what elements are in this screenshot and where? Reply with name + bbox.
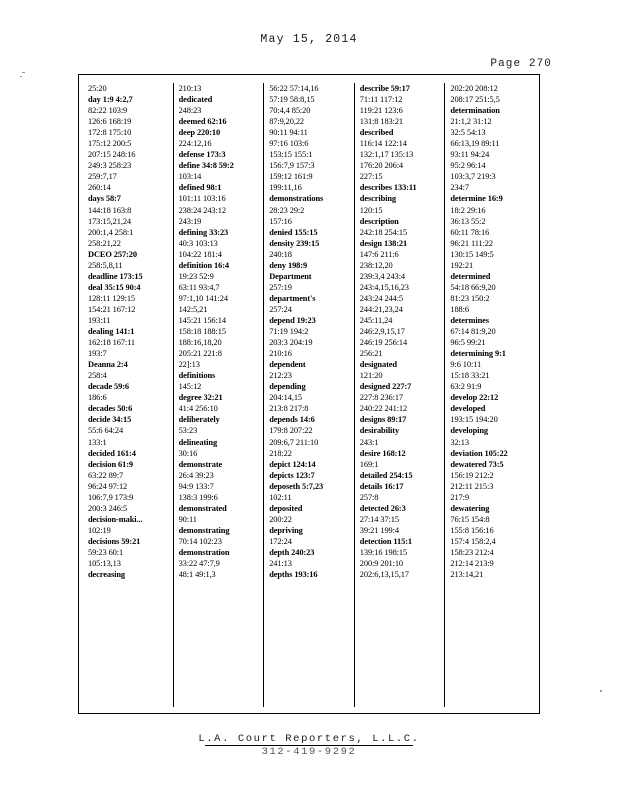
index-page-refs: 28:23 29:2 xyxy=(269,205,305,215)
index-page-refs: 59:23 60:1 xyxy=(88,547,124,557)
index-page-refs: 36:13 55:2 xyxy=(450,216,486,226)
index-page-refs: 126:6 168:19 xyxy=(88,117,132,127)
index-page-refs: 202:20 208:12 xyxy=(450,84,498,93)
index-term: demonstrations xyxy=(269,194,324,204)
index-page-refs: 70:4,4 85:20 xyxy=(269,106,311,116)
index-term: deep 220:10 xyxy=(178,128,221,138)
index-page-refs: 158:23 212:4 xyxy=(450,547,494,557)
index-term: designated xyxy=(359,360,397,370)
index-term: dealing 141:1 xyxy=(88,327,135,337)
index-term: deposeth 5:7,23 xyxy=(269,481,324,491)
index-page-refs: 40:3 103:13 xyxy=(178,238,218,248)
index-term: desirability xyxy=(359,426,400,436)
index-entries-1 xyxy=(88,83,168,580)
index-term: days 58:7 xyxy=(88,194,121,204)
index-term: depends 14:6 xyxy=(269,415,315,425)
scan-speck xyxy=(22,72,25,73)
index-term: deadline 173:15 xyxy=(88,271,143,281)
index-page-refs: 139:16 198:15 xyxy=(359,547,408,557)
index-page-refs: 144:18 163:8 xyxy=(88,205,132,215)
index-term: defining 33:23 xyxy=(178,227,229,237)
index-term: dependent xyxy=(269,360,306,370)
index-page-refs: 260:14 xyxy=(88,183,111,193)
index-page-refs: 142:5,21 xyxy=(178,304,208,314)
index-page-refs: 155:8 156:16 xyxy=(450,525,494,535)
index-page-refs: 209:6,7 211:10 xyxy=(269,437,319,447)
index-page-refs: 154:21 167:12 xyxy=(88,304,136,314)
index-term: demonstrate xyxy=(178,459,223,469)
index-page-refs: 87:9,20,22 xyxy=(269,117,305,127)
page-number: Page 270 xyxy=(490,58,552,70)
index-page-refs: 32:5 54:13 xyxy=(450,128,486,138)
index-term: definition 16:4 xyxy=(178,260,229,270)
index-page-refs: 245:11,24 xyxy=(359,315,393,325)
index-page-refs: 120:15 xyxy=(359,205,383,215)
index-page-refs: 208:17 251:5,5 xyxy=(450,95,500,105)
index-page-refs: 239:3,4 243:4 xyxy=(359,271,406,281)
index-page-refs: 204:14,15 xyxy=(269,393,303,403)
index-term: Deanna 2:4 xyxy=(88,360,128,370)
index-page-refs: 172:24 xyxy=(269,536,292,546)
index-page-refs: 21:1,2 31:12 xyxy=(450,117,492,127)
index-page-refs: 240:18 xyxy=(269,249,292,259)
index-page-refs: 130:15 149:5 xyxy=(450,249,494,259)
index-entries-2 xyxy=(179,83,259,580)
index-page-refs: 102:19 xyxy=(88,525,111,535)
index-term: determination xyxy=(450,106,500,116)
index-page-refs: 213:14,21 xyxy=(450,570,484,580)
index-page-refs: 26:4 39:23 xyxy=(178,470,214,480)
index-term: described xyxy=(359,128,394,138)
index-page-refs: 212:14 213:9 xyxy=(450,559,494,569)
index-page-refs: 246:19 256:14 xyxy=(359,338,408,348)
index-page-refs: 157:4 158:2,4 xyxy=(450,536,496,546)
index-term: desire 168:12 xyxy=(359,448,406,458)
index-term: decided 161:4 xyxy=(88,448,136,458)
index-page-refs: 234:7 xyxy=(450,183,469,193)
index-page-refs: 257:19 xyxy=(269,282,292,292)
index-page-refs: 238:12,20 xyxy=(359,260,393,270)
index-term: degree 32:21 xyxy=(178,393,223,403)
index-page-refs: 243:4,15,16,23 xyxy=(359,282,409,292)
index-page-refs: 27:14 37:15 xyxy=(359,514,399,524)
index-page-refs: 156:7,9 157:3 xyxy=(269,161,315,171)
index-page-refs: 257:8 xyxy=(359,492,379,502)
index-page-refs: 227:8 236:17 xyxy=(359,393,404,403)
index-page-refs: 15:18 33:21 xyxy=(450,371,490,381)
index-column-2 xyxy=(173,83,264,707)
index-page-refs: 19:23 52:9 xyxy=(178,271,214,281)
index-page-refs: 242:18 254:15 xyxy=(359,227,408,237)
index-table-frame xyxy=(78,74,540,714)
scan-speck xyxy=(20,76,22,77)
index-entries-3 xyxy=(269,83,349,580)
index-page-refs: 63:22 89:7 xyxy=(88,470,124,480)
index-page-refs: 93:11 94:24 xyxy=(450,150,490,160)
index-term: designs 89:17 xyxy=(359,415,407,425)
index-page-refs: 71:11 117:12 xyxy=(359,95,403,105)
index-page-refs: 33:22 47:7,9 xyxy=(178,559,220,569)
index-term: dedicated xyxy=(178,95,213,105)
index-term: deny 198:9 xyxy=(269,260,308,270)
index-page-refs: 30:16 xyxy=(178,448,198,458)
index-page-refs: 200:1,4 258:1 xyxy=(88,227,134,237)
document-date: May 15, 2014 xyxy=(260,33,358,46)
index-entries-5 xyxy=(450,83,530,580)
index-term: determine 16:9 xyxy=(450,194,503,204)
index-page-refs: 200:9 201:10 xyxy=(359,559,404,569)
index-term: deliberately xyxy=(178,415,220,425)
index-page-refs: 200:22 xyxy=(269,514,292,524)
index-page-refs: 158:18 188:15 xyxy=(178,327,226,337)
index-page-refs: 71:19 194:2 xyxy=(269,327,309,337)
index-page-refs: 258:4 xyxy=(88,371,107,381)
index-page-refs: 57:19 58:8,15 xyxy=(269,95,315,105)
index-page-refs: 256:21 xyxy=(359,349,383,359)
index-page-refs: 193:11 xyxy=(88,315,111,325)
index-page-refs: 244:21,23,24 xyxy=(359,304,403,314)
index-entries-4 xyxy=(360,83,440,580)
index-page-refs: 200:3 246:5 xyxy=(88,503,128,513)
index-page-refs: 82:22 103:9 xyxy=(88,106,128,116)
footer-reporter-name: L.A. Court Reporters, L.L.C. xyxy=(198,733,420,745)
index-term: Department xyxy=(269,271,312,281)
index-term: detection 115:1 xyxy=(359,536,413,546)
index-page-refs: 188:16,18,20 xyxy=(178,338,222,348)
index-term: dewatering xyxy=(450,503,490,513)
index-columns-container xyxy=(79,75,539,713)
index-page-refs: 131:8 183:21 xyxy=(359,117,404,127)
index-page-refs: 210:16 xyxy=(269,349,292,359)
index-page-refs: 176:20 206:4 xyxy=(359,161,404,171)
index-term: department's xyxy=(269,293,316,303)
index-term: develop 22:12 xyxy=(450,393,499,403)
index-page-refs: 101:11 103:16 xyxy=(178,194,226,204)
index-page-refs: 243:19 xyxy=(178,216,202,226)
index-column-5 xyxy=(444,83,535,707)
index-page-refs: 153:15 155:1 xyxy=(269,150,313,160)
index-term: define 34:8 59:2 xyxy=(178,161,234,171)
index-term: decision-maki... xyxy=(88,514,143,524)
index-term: DCEO 257:20 xyxy=(88,249,137,259)
index-term: defense 173:3 xyxy=(178,150,226,160)
index-page-refs: 53:23 xyxy=(178,426,198,436)
index-page-refs: 145:21 156:14 xyxy=(178,315,226,325)
index-term: depth 240:23 xyxy=(269,547,315,557)
index-term: deal 35:15 90:4 xyxy=(88,282,141,292)
index-term: deviation 105:22 xyxy=(450,448,508,458)
index-page-refs: 95:2 96:14 xyxy=(450,161,486,171)
index-page-refs: 48:1 49:1,3 xyxy=(178,570,216,580)
index-page-refs: 224:12,16 xyxy=(178,139,212,149)
index-page-refs: 159:12 161:9 xyxy=(269,172,313,182)
index-page-refs: 103:3,7 219:3 xyxy=(450,172,496,182)
index-term: deemed 62:16 xyxy=(178,117,227,127)
index-term: developing xyxy=(450,426,488,436)
index-page-refs: 212:23 xyxy=(269,371,292,381)
index-page-refs: 203:3 204:19 xyxy=(269,338,313,348)
index-term: describing xyxy=(359,194,397,204)
index-page-refs: 257:24 xyxy=(269,304,292,314)
index-term: dewatered 73:5 xyxy=(450,459,504,469)
index-page-refs: 56:22 57:14,16 xyxy=(269,84,319,93)
index-page-refs: 243:1 xyxy=(359,437,379,447)
index-page-refs: 210:13 xyxy=(178,84,202,93)
index-page-refs: 193:15 194:20 xyxy=(450,415,498,425)
index-page-refs: 66:13,19 89:11 xyxy=(450,139,500,149)
index-term: developed xyxy=(450,404,486,414)
index-term: detailed 254:15 xyxy=(359,470,413,480)
index-page-refs: 212:11 215:3 xyxy=(450,481,494,491)
index-page-refs: 248:23 xyxy=(178,106,202,116)
index-page-refs: 238:24 243:12 xyxy=(178,205,226,215)
index-page-refs: 63:11 93:4,7 xyxy=(178,282,220,292)
index-page-refs: 249:3 258:23 xyxy=(88,161,132,171)
index-page-refs: 207:15 248:16 xyxy=(88,150,136,160)
index-term: decide 34:15 xyxy=(88,415,132,425)
index-page-refs: 186:6 xyxy=(88,393,107,403)
index-page-refs: 81:23 150:2 xyxy=(450,293,490,303)
index-page-refs: 104:22 181:4 xyxy=(178,249,222,259)
index-page-refs: 243:24 244:5 xyxy=(359,293,404,303)
index-term: denied 155:15 xyxy=(269,227,318,237)
index-page-refs: 119:21 123:6 xyxy=(359,106,403,116)
index-page-refs: 9:6 10:11 xyxy=(450,360,482,370)
index-column-4 xyxy=(354,83,445,707)
index-page-refs: 192:21 xyxy=(450,260,474,270)
index-page-refs: 90:11 94:11 xyxy=(269,128,308,138)
index-page-refs: 188:6 xyxy=(450,304,469,314)
index-term: decades 50:6 xyxy=(88,404,133,414)
index-term: defined 98:1 xyxy=(178,183,222,193)
index-page-refs: 173:15,21,24 xyxy=(88,216,132,226)
index-page-refs: 156:19 212:2 xyxy=(450,470,494,480)
index-page-refs: 25:20 xyxy=(88,84,107,93)
index-page-refs: 96:24 97:12 xyxy=(88,481,128,491)
index-page-refs: 259:7,17 xyxy=(88,172,117,182)
index-page-refs: 116:14 122:14 xyxy=(359,139,407,149)
index-page-refs: 67:14 81:9,20 xyxy=(450,327,496,337)
index-page-refs: 76:15 154:8 xyxy=(450,514,490,524)
index-page-refs: 157:16 xyxy=(269,216,292,226)
index-page-refs: 70:14 102:23 xyxy=(178,536,222,546)
index-term: depicts 123:7 xyxy=(269,470,315,480)
index-page-refs: 41:4 256:10 xyxy=(178,404,218,414)
footer-phone-number: 312-419-9292 xyxy=(261,746,357,758)
index-term: demonstrated xyxy=(178,503,227,513)
index-page-refs: 246:2,9,15,17 xyxy=(359,327,405,337)
index-page-refs: 169:1 xyxy=(359,459,379,469)
index-term: delineating xyxy=(178,437,218,447)
index-term: decision 61:9 xyxy=(88,459,133,469)
index-term: describe 59:17 xyxy=(359,84,410,93)
index-page-refs: 102:11 xyxy=(269,492,292,502)
index-term: describes 133:11 xyxy=(359,183,417,193)
index-page-refs: 121:20 xyxy=(359,371,383,381)
index-page-refs: 55:6 64:24 xyxy=(88,426,124,436)
index-page-refs: 39:21 199:4 xyxy=(359,525,399,535)
index-page-refs: 63:2 91:9 xyxy=(450,382,482,392)
index-term: density 239:15 xyxy=(269,238,320,248)
index-term: description xyxy=(359,216,399,226)
scan-speck xyxy=(600,690,602,692)
index-page-refs: 205:21 221:8 xyxy=(178,349,222,359)
index-page-refs: 32:13 xyxy=(450,437,469,447)
index-page-refs: 132:1,17 135:13 xyxy=(359,150,414,160)
index-term: design 138:21 xyxy=(359,238,408,248)
index-page-refs: 60:11 78:16 xyxy=(450,227,490,237)
index-term: deposited xyxy=(269,503,303,513)
index-page-refs: 217:9 xyxy=(450,492,469,502)
index-page-refs: 94:9 133:7 xyxy=(178,481,214,491)
index-page-refs: 128:11 129:15 xyxy=(88,293,136,303)
index-page-refs: 97:16 103:6 xyxy=(269,139,309,149)
index-page-refs: 241:13 xyxy=(269,559,292,569)
index-page-refs: 175:12 200:5 xyxy=(88,139,132,149)
index-page-refs: 227:15 xyxy=(359,172,383,182)
index-page-refs: 22]:13 xyxy=(178,360,200,370)
index-term: decreasing xyxy=(88,570,125,580)
index-page-refs: 193:7 xyxy=(88,349,107,359)
index-term: decade 59:6 xyxy=(88,382,130,392)
index-term: depending xyxy=(269,382,306,392)
index-page-refs: 97:1,10 141:24 xyxy=(178,293,228,303)
index-page-refs: 105:13,13 xyxy=(88,559,121,569)
index-term: depict 124:14 xyxy=(269,459,316,469)
index-page-refs: 162:18 167:11 xyxy=(88,338,136,348)
index-term: determines xyxy=(450,315,489,325)
index-page-refs: 179:8 207:22 xyxy=(269,426,313,436)
index-term: depend 19:23 xyxy=(269,315,316,325)
index-term: details 16:17 xyxy=(359,481,404,491)
index-page-refs: 145:12 xyxy=(178,382,202,392)
index-page-refs: 18:2 29:16 xyxy=(450,205,486,215)
index-term: determined xyxy=(450,271,491,281)
index-page-refs: 202:6,13,15,17 xyxy=(359,570,409,580)
index-page-refs: 96:5 99:21 xyxy=(450,338,486,348)
index-term: definitions xyxy=(178,371,216,381)
index-page-refs: 96:21 111:22 xyxy=(450,238,493,248)
index-column-3 xyxy=(263,83,354,707)
index-page-refs: 106:7,9 173:9 xyxy=(88,492,134,502)
index-term: demonstrating xyxy=(178,525,230,535)
index-page-refs: 147:6 211:6 xyxy=(359,249,399,259)
index-page-refs: 103:14 xyxy=(178,172,202,182)
index-page-refs: 138:3 199:6 xyxy=(178,492,218,502)
index-page-refs: 240:22 241:12 xyxy=(359,404,408,414)
index-page-refs: 218:22 xyxy=(269,448,292,458)
index-page-refs: 172:8 175:10 xyxy=(88,128,132,138)
index-term: designed 227:7 xyxy=(359,382,412,392)
index-page-refs: 90:11 xyxy=(178,514,197,524)
index-term: depths 193:16 xyxy=(269,570,318,580)
index-page-refs: 133:1 xyxy=(88,437,107,447)
index-term: decisions 59:21 xyxy=(88,536,141,546)
index-term: day 1:9 4:2,7 xyxy=(88,95,133,105)
index-page-refs: 199:11,16 xyxy=(269,183,302,193)
index-page-refs: 213:8 217:8 xyxy=(269,404,309,414)
index-page-refs: 258:5,8,11 xyxy=(88,260,123,270)
index-column-1 xyxy=(83,83,173,707)
index-term: demonstration xyxy=(178,547,230,557)
index-page-refs: 54:18 66:9,20 xyxy=(450,282,496,292)
index-page-refs: 258:21,22 xyxy=(88,238,121,248)
index-term: determining 9:1 xyxy=(450,349,506,359)
index-term: detected 26:3 xyxy=(359,503,406,513)
index-term: depriving xyxy=(269,525,303,535)
